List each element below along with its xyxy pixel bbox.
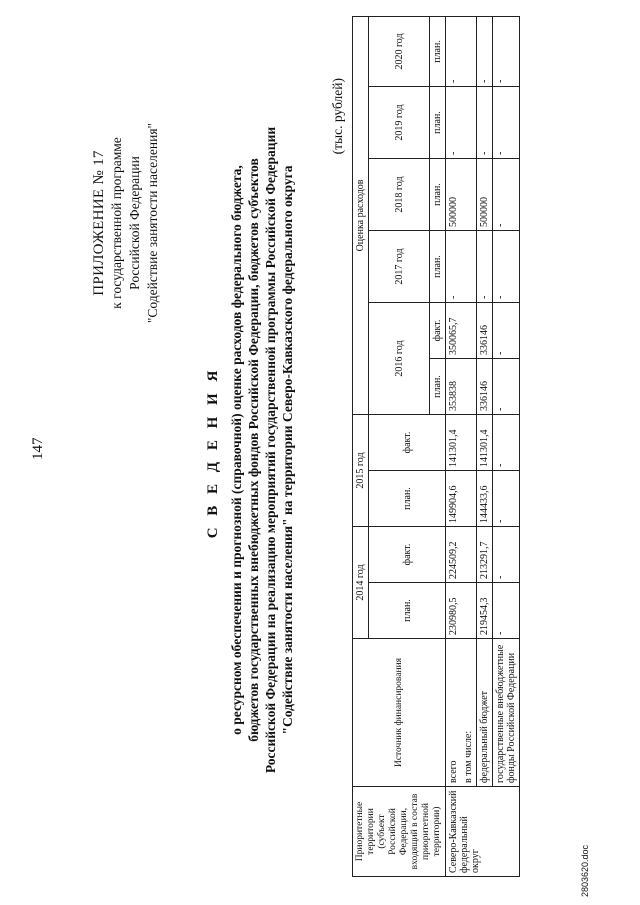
value-cell: 144433,6 (477, 471, 493, 527)
territory-cell: Северо-Кавказский федеральный округ (446, 787, 520, 877)
header-2017: 2017 год (369, 231, 430, 303)
subtitle-line-1: о ресурсном обеспечении и прогнозной (справочной) оценке расходов федерального бюджета, (229, 165, 244, 735)
header-2019-plan: план. (430, 87, 446, 159)
header-2015-fact: факт. (369, 415, 446, 471)
value-cell: 353838 (446, 359, 477, 415)
value-cell: - (477, 231, 493, 303)
expenses-table (352, 16, 520, 877)
value-cell: - (493, 415, 520, 471)
page-number: 147 (30, 437, 46, 460)
header-territory: Приоритетные территории (субъект Российской Федерации, входящий в состав приоритетной территории) (353, 787, 446, 877)
value-cell: - (477, 87, 493, 159)
value-cell: 336146 (477, 303, 493, 359)
document-subtitle (228, 105, 296, 795)
value-cell: - (493, 159, 520, 231)
value-cell: - (446, 87, 477, 159)
value-cell: 500000 (446, 159, 477, 231)
header-2016-plan: план. (430, 359, 446, 415)
header-2014-fact: факт. (369, 527, 446, 583)
value-cell: 230980,5 (446, 583, 477, 639)
subtitle-line-3: Российской Федерации на реализацию мероприятий государственной программы Российской Федерации (263, 126, 278, 774)
value-cell: 224509,2 (446, 527, 477, 583)
header-2018-plan: план. (430, 159, 446, 231)
appendix-title: ПРИЛОЖЕНИЕ № 17 (91, 150, 107, 296)
header-2020-plan: план. (430, 16, 446, 86)
value-cell: - (493, 303, 520, 359)
value-cell: 350065,7 (446, 303, 477, 359)
value-cell: 219454,3 (477, 583, 493, 639)
footer-note: 2803620.doc (580, 844, 590, 897)
source-cell: федеральный бюджет (477, 639, 493, 787)
appendix-block (90, 58, 162, 388)
value-cell: 213291,7 (477, 527, 493, 583)
header-2015-plan: план. (369, 471, 446, 527)
value-cell: - (493, 16, 520, 86)
appendix-line-3: "Содействие занятости населения" (145, 122, 160, 324)
units-label: (тыс. рублей) (330, 78, 345, 155)
value-cell: 141301,4 (446, 415, 477, 471)
header-2016-fact: факт. (430, 303, 446, 359)
value-cell: 500000 (477, 159, 493, 231)
header-source: Источник финансирования (353, 639, 446, 787)
value-cell: - (446, 16, 477, 86)
value-cell: 336146 (477, 359, 493, 415)
header-2019: 2019 год (369, 87, 430, 159)
value-cell: - (493, 471, 520, 527)
value-cell: - (477, 16, 493, 86)
subtitle-line-2: бюджетов государственных внебюджетных фондов Российской Федерации, бюджетов субъектов (246, 158, 261, 742)
header-group-estimate: Оценка расходов (353, 16, 369, 414)
table-row (446, 16, 477, 876)
subtitle-line-4: "Содействие занятости населения" на территории Северо-Кавказского федерального округа (280, 165, 295, 735)
value-cell: 149904,6 (446, 471, 477, 527)
table-row (477, 16, 493, 876)
value-cell: 141301,4 (477, 415, 493, 471)
value-cell: - (493, 527, 520, 583)
expenses-table-wrap (352, 17, 622, 877)
value-cell: - (446, 231, 477, 303)
value-cell: - (493, 583, 520, 639)
value-cell: - (493, 359, 520, 415)
appendix-line-2: Российской Федерации (127, 156, 142, 290)
header-2016: 2016 год (369, 303, 430, 415)
source-label: всего (448, 760, 459, 783)
table-row (493, 16, 520, 876)
header-2015: 2015 год (353, 415, 369, 527)
source-cell (446, 639, 477, 787)
header-2017-plan: план. (430, 231, 446, 303)
header-2014: 2014 год (353, 527, 369, 639)
value-cell: - (493, 231, 520, 303)
value-cell: - (493, 87, 520, 159)
source-extra: в том числе: (463, 730, 474, 783)
appendix-line-1: к государственной программе (109, 137, 124, 309)
header-2014-plan: план. (369, 583, 446, 639)
header-2020: 2020 год (369, 16, 430, 86)
header-2018: 2018 год (369, 159, 430, 231)
document-title: С В Е Д Е Н И Я (205, 366, 221, 539)
source-cell: государственные внебюджетные фонды Российской Федерации (493, 639, 520, 787)
